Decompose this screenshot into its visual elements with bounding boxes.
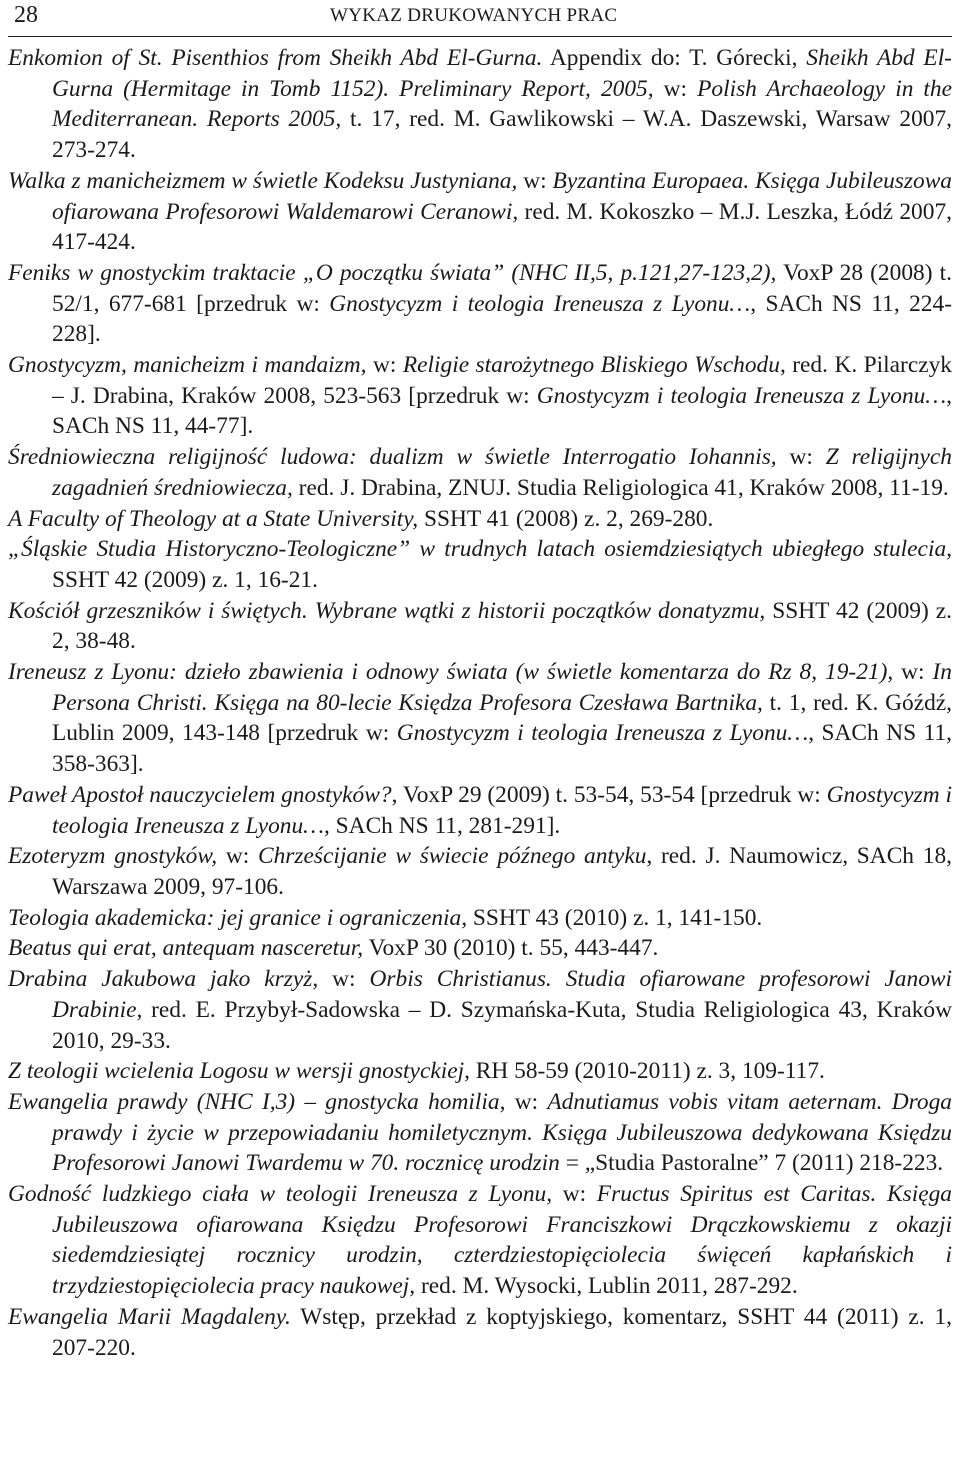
entry-text: red. K. Pilarczyk – J. Drabina, Kraków 2008, 523-563 [przedruk w: [52,352,952,409]
entry-title-text: In Persona Christi. Księga na 80-lecie Księdza Profesora Czesława Bartnika, [52,659,952,716]
entry-text: w: [318,966,370,993]
bibliography-entry [8,442,952,503]
entry-text: red. M. Wysocki, Lublin 2011, 287-292. [415,1273,798,1300]
page-header [8,0,952,38]
entry-text: w: [517,167,553,194]
entry-title-text: Drabina Jakubowa jako krzyż, [8,966,319,993]
entry-text: w: [366,352,403,379]
entry-title-text: Chrześcijanie w świecie późnego antyku, [257,843,653,870]
entry-title-text: Kościół grzeszników i świętych. Wybrane wątki z historii początków donatyzmu, [8,597,766,624]
entry-text: red. E. Przybył-Sadowska – D. Szymańska-Kuta, Studia Religiologica 43, Kraków 2010, 29-33. [52,996,952,1054]
entry-title-text: Feniks w gnostyckim traktacie „O początku świata” (NHC II,5, p.121,27-123,2), [8,259,777,286]
entry-title-text: Gnostycyzm i teologia Ireneusza z Lyonu… [396,720,809,747]
bibliography-entry [8,1179,952,1302]
bibliography-entry [8,903,952,934]
entry-title-text: Średniowieczna religijność ludowa: dualizm w świetle Interrogatio Iohannis, [8,444,777,471]
entry-text: SSHT 43 (2010) z. 1, 141-150. [467,904,763,931]
entry-title-text: Byzantina Europaea. Księga Jubileuszowa ofiarowana Profesorowi Waldemarowi Ceranowi, [52,167,952,225]
entry-title-text: Polish Archaeology in the Mediterranean. Reports 2005, [52,75,953,133]
entry-title-text: Ireneusz z Lyonu: dzieło zbawienia i odnowy świata (w świetle komentarza do Rz 8, 19-21), [8,659,894,686]
bibliography-entry [8,43,952,166]
bibliography-list [8,43,952,1363]
entry-title-text: Godność ludzkiego ciała w teologii Ireneusza z Lyonu, [8,1181,553,1208]
entry-text: SSHT 42 (2009) z. 1, 16-21. [52,566,318,593]
bibliography-entry [8,350,952,442]
entry-text: RH 58-59 (2010-2011) z. 3, 109-117. [469,1058,825,1085]
entry-text: SSHT 41 (2008) z. 2, 269-280. [418,505,714,532]
bibliography-entry [8,1302,952,1363]
entry-title-text: Religie starożytnego Bliskiego Wschodu, [402,352,786,379]
entry-title-text: Sheikh Abd El-Gurna (Hermitage in Tomb 1152). Preliminary Report, 2005, [52,45,952,102]
entry-title-text: Orbis Christianus. Studia ofiarowane profesorowi Janowi Drabinie, [52,966,952,1023]
entry-text: , SACh NS 11, 358-363]. [52,720,952,778]
entry-text: w: [505,1088,548,1115]
bibliography-entry [8,933,952,964]
entry-title-text: Paweł Apostoł nauczycielem gnostyków? [8,781,392,808]
bibliography-entry [8,166,952,258]
page-number: 28 [14,2,38,28]
entry-title-text: Walka z manicheizmem w świetle Kodeksu Justyniana, [8,167,518,194]
running-head: WYKAZ DRUKOWANYCH PRAC [330,5,618,26]
bibliography-entry [8,596,952,657]
bibliography-entry [8,780,952,841]
entry-text: , VoxP 29 (2009) t. 53-54, 53-54 [przedruk w: [391,781,827,808]
entry-text: , SACh NS 11, 44-77]. [52,382,952,440]
entry-title-text: Enkomion of St. Pisenthios from Sheikh Abd El-Gurna. [8,45,543,71]
bibliography-entry [8,1056,952,1087]
bibliography-entry [8,657,952,780]
entry-text: t. 17, red. M. Gawlikowski – W.A. Daszewski, Warsaw 2007, 273-274. [52,106,953,164]
entry-title-text: Gnostycyzm i teologia Ireneusza z Lyonu… [329,290,751,317]
entry-title-text: Gnostycyzm, manicheizm i mandaizm, [8,352,367,379]
bibliography-entry [8,1087,952,1179]
entry-title-text: A Faculty of Theology at a State University, [8,505,419,532]
entry-text: t. 1, red. K. Góźdź, Lublin 2009, 143-148 [przedruk w: [52,689,952,747]
entry-title-text: Teologia akademicka: jej granice i ograniczenia, [8,904,468,931]
entry-title-text: Beatus qui erat, antequam nasceretur, [8,935,364,962]
entry-text: Wstęp, przekład z koptyjskiego, komentarz, SSHT 44 (2011) z. 1, 207-220. [52,1303,952,1361]
bibliography-entry [8,258,952,350]
bibliography-entry [8,964,952,1056]
entry-text: red. J. Naumowicz, SACh 18, Warszawa 2009, 97-106. [52,843,952,900]
entry-text: w: [776,444,826,471]
entry-text: = „Studia Pastoralne” 7 (2011) 218-223. [559,1150,944,1177]
header-rule [8,36,952,37]
entry-text: SSHT 42 (2009) z. 2, 38-48. [52,597,952,655]
entry-text: red. J. Drabina, ZNUJ. Studia Religiologica 41, Kraków 2008, 11-19. [292,474,949,501]
bibliography-entry [8,841,952,902]
entry-text: red. M. Kokoszko – M.J. Leszka, Łódź 2007, 417-424. [52,198,952,256]
entry-title-text: Gnostycyzm i teologia Ireneusza z Lyonu… [52,781,953,839]
entry-title-text: Z teologii wcielenia Logosu w wersji gnostyckiej, [8,1058,470,1085]
bibliography-entry [8,504,952,535]
entry-text: w: [893,659,933,686]
entry-text: VoxP 28 (2008) t. 52/1, 677-681 [przedruk w: [52,259,952,317]
entry-text: w: [653,75,698,102]
entry-text: w: [552,1181,597,1208]
entry-title-text: Fructus Spiritus est Caritas. Księga Jubileuszowa ofiarowana Księdzu Profesorowi Franciszkowi Drączkowskiemu z okazji siedemdziesiątej rocznicy urodzin, czterdziestopięciolecia święceń kapłańskich i trzydziestopięciolecia pracy naukowej, [52,1181,952,1300]
entry-title-text: Z religijnych zagadnień średniowiecza, [52,444,952,501]
bibliography-entry [8,534,952,595]
entry-title-text: Adnutiamus vobis vitam aeternam. Droga prawdy i życie w przepowiadaniu homiletycznym. Księga Jubileuszowa dedykowana Księdzu Profesorowi Janowi Twardemu w 70. rocznicę urodzin [52,1088,952,1177]
entry-title-text: Ewangelia Marii Magdaleny. [8,1303,291,1330]
entry-title-text: Gnostycyzm i teologia Ireneusza z Lyonu… [536,382,947,409]
entry-title-text: Ewangelia prawdy (NHC I,3) – gnostycka homilia, [8,1088,506,1115]
entry-title-text: „Śląskie Studia Historyczno-Teologiczne” w trudnych latach osiemdziesiątych ubiegłego stulecia, [8,536,952,563]
entry-text: w: [217,843,258,870]
entry-title-text: Ezoteryzm gnostyków, [8,843,218,870]
entry-text: VoxP 30 (2010) t. 55, 443-447. [363,935,659,962]
entry-text: , SACh NS 11, 224-228]. [52,290,952,348]
entry-text: , SACh NS 11, 281-291]. [323,812,561,839]
entry-text: Appendix do: T. Górecki, [542,45,807,71]
